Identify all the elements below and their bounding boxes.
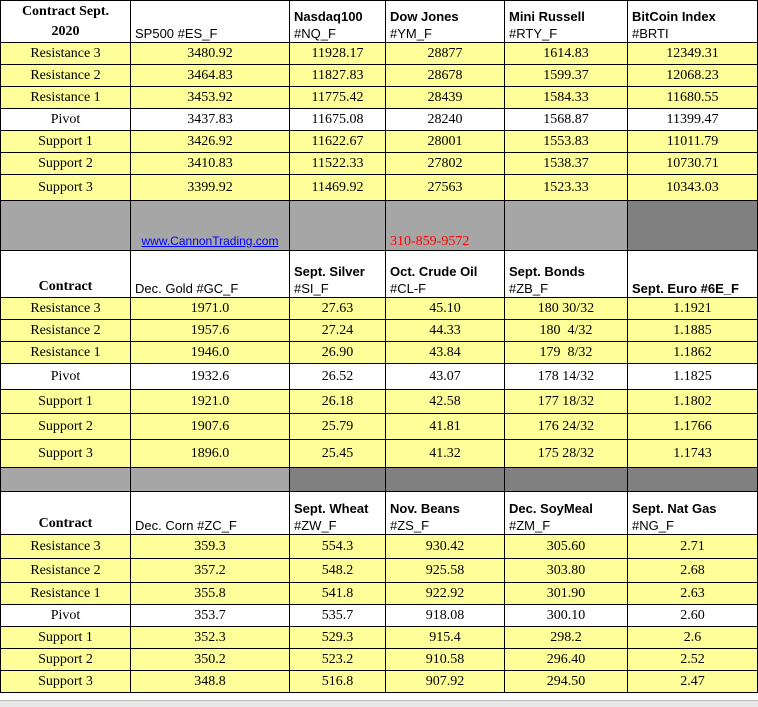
value-cell: 1907.6 <box>131 414 290 440</box>
value-cell: 27802 <box>386 153 505 175</box>
table-row <box>1 175 758 201</box>
value-cell: 918.08 <box>386 605 505 627</box>
value-cell: 1957.6 <box>131 320 290 342</box>
value-cell: 301.90 <box>505 583 628 605</box>
value-cell: 1.1862 <box>628 342 758 364</box>
value-cell: 26.90 <box>290 342 386 364</box>
value-cell: 2.63 <box>628 583 758 605</box>
value-cell: 27.24 <box>290 320 386 342</box>
value-cell: 2.68 <box>628 559 758 583</box>
value-cell: 1568.87 <box>505 109 628 131</box>
value-cell: 2.71 <box>628 535 758 559</box>
value-cell: 907.92 <box>386 671 505 693</box>
table-row <box>1 605 758 627</box>
value-cell: 11928.17 <box>290 43 386 65</box>
value-cell: 1.1766 <box>628 414 758 440</box>
table-row <box>1 390 758 414</box>
sp500-header: SP500 #ES_F <box>131 1 290 43</box>
value-cell: 357.2 <box>131 559 290 583</box>
block2-rows <box>1 298 758 468</box>
value-cell: 180 4/32 <box>505 320 628 342</box>
separator-row <box>1 201 758 251</box>
value-cell: 3437.83 <box>131 109 290 131</box>
value-cell: 26.52 <box>290 364 386 390</box>
value-cell: 348.8 <box>131 671 290 693</box>
value-cell: 541.8 <box>290 583 386 605</box>
row-label: Pivot <box>1 109 131 131</box>
value-cell: 27563 <box>386 175 505 201</box>
value-cell: 548.2 <box>290 559 386 583</box>
value-cell: 27.63 <box>290 298 386 320</box>
row-label: Resistance 1 <box>1 87 131 109</box>
value-cell: 28439 <box>386 87 505 109</box>
table-row <box>1 153 758 175</box>
row-label: Resistance 2 <box>1 559 131 583</box>
value-cell: 28678 <box>386 65 505 87</box>
value-cell: 180 30/32 <box>505 298 628 320</box>
value-cell: 1971.0 <box>131 298 290 320</box>
contract-header: Contract <box>1 251 131 298</box>
value-cell: 554.3 <box>290 535 386 559</box>
row-label: Support 3 <box>1 671 131 693</box>
euro-header: Sept. Euro #6E_F <box>628 251 758 298</box>
value-cell: 42.58 <box>386 390 505 414</box>
value-cell: 176 24/32 <box>505 414 628 440</box>
value-cell: 178 14/32 <box>505 364 628 390</box>
row-label: Support 3 <box>1 175 131 201</box>
value-cell: 11775.42 <box>290 87 386 109</box>
row-label: Pivot <box>1 605 131 627</box>
value-cell: 300.10 <box>505 605 628 627</box>
table-row <box>1 364 758 390</box>
value-cell: 11469.92 <box>290 175 386 201</box>
value-cell: 915.4 <box>386 627 505 649</box>
value-cell: 28240 <box>386 109 505 131</box>
corn-header: Dec. Corn #ZC_F <box>131 492 290 535</box>
gold-header: Dec. Gold #GC_F <box>131 251 290 298</box>
beans-header: Nov. Beans #ZS_F <box>386 492 505 535</box>
value-cell: 45.10 <box>386 298 505 320</box>
value-cell: 2.52 <box>628 649 758 671</box>
value-cell: 2.47 <box>628 671 758 693</box>
table-row <box>1 342 758 364</box>
value-cell: 296.40 <box>505 649 628 671</box>
value-cell: 925.58 <box>386 559 505 583</box>
value-cell: 43.07 <box>386 364 505 390</box>
phone-cell <box>386 201 505 251</box>
table-row <box>1 583 758 605</box>
row-label: Support 2 <box>1 649 131 671</box>
table-row <box>1 627 758 649</box>
bonds-header: Sept. Bonds #ZB_F <box>505 251 628 298</box>
row-label: Resistance 3 <box>1 298 131 320</box>
table-row <box>1 671 758 693</box>
value-cell: 11399.47 <box>628 109 758 131</box>
value-cell: 11675.08 <box>290 109 386 131</box>
silver-header: Sept. Silver #SI_F <box>290 251 386 298</box>
value-cell: 41.32 <box>386 440 505 468</box>
value-cell: 922.92 <box>386 583 505 605</box>
row-label: Support 2 <box>1 153 131 175</box>
wheat-header: Sept. Wheat #ZW_F <box>290 492 386 535</box>
block1-rows <box>1 43 758 201</box>
row-label: Support 2 <box>1 414 131 440</box>
value-cell: 352.3 <box>131 627 290 649</box>
value-cell: 28001 <box>386 131 505 153</box>
value-cell: 305.60 <box>505 535 628 559</box>
value-cell: 1.1825 <box>628 364 758 390</box>
table-row <box>1 535 758 559</box>
value-cell: 11680.55 <box>628 87 758 109</box>
table-row <box>1 320 758 342</box>
table-row <box>1 298 758 320</box>
value-cell: 294.50 <box>505 671 628 693</box>
bitcoin-header: BitCoin Index #BRTI <box>628 1 758 43</box>
value-cell: 350.2 <box>131 649 290 671</box>
table-row <box>1 649 758 671</box>
website-link[interactable]: www.CannonTrading.com <box>141 234 279 248</box>
phone-number: 310-859-9572 <box>390 234 470 249</box>
value-cell: 1.1885 <box>628 320 758 342</box>
value-cell: 1553.83 <box>505 131 628 153</box>
value-cell: 26.18 <box>290 390 386 414</box>
value-cell: 359.3 <box>131 535 290 559</box>
table-row <box>1 414 758 440</box>
value-cell: 930.42 <box>386 535 505 559</box>
value-cell: 516.8 <box>290 671 386 693</box>
value-cell: 179 8/32 <box>505 342 628 364</box>
value-cell: 2.60 <box>628 605 758 627</box>
row-label: Resistance 1 <box>1 342 131 364</box>
table-row <box>1 559 758 583</box>
table-row <box>1 440 758 468</box>
value-cell: 1896.0 <box>131 440 290 468</box>
value-cell: 529.3 <box>290 627 386 649</box>
row-label: Resistance 2 <box>1 65 131 87</box>
value-cell: 2.6 <box>628 627 758 649</box>
value-cell: 44.33 <box>386 320 505 342</box>
value-cell: 1921.0 <box>131 390 290 414</box>
value-cell: 175 28/32 <box>505 440 628 468</box>
row-label: Support 1 <box>1 390 131 414</box>
value-cell: 1599.37 <box>505 65 628 87</box>
value-cell: 1538.37 <box>505 153 628 175</box>
value-cell: 3410.83 <box>131 153 290 175</box>
value-cell: 1523.33 <box>505 175 628 201</box>
value-cell: 523.2 <box>290 649 386 671</box>
value-cell: 28877 <box>386 43 505 65</box>
block3-rows <box>1 535 758 693</box>
table-row <box>1 87 758 109</box>
soymeal-header: Dec. SoyMeal #ZM_F <box>505 492 628 535</box>
value-cell: 12068.23 <box>628 65 758 87</box>
value-cell: 11011.79 <box>628 131 758 153</box>
crude-header: Oct. Crude Oil #CL-F <box>386 251 505 298</box>
row-label: Resistance 1 <box>1 583 131 605</box>
value-cell: 1932.6 <box>131 364 290 390</box>
value-cell: 10730.71 <box>628 153 758 175</box>
value-cell: 1.1743 <box>628 440 758 468</box>
row-label: Support 1 <box>1 131 131 153</box>
value-cell: 3453.92 <box>131 87 290 109</box>
value-cell: 25.45 <box>290 440 386 468</box>
table-row <box>1 109 758 131</box>
value-cell: 3480.92 <box>131 43 290 65</box>
natgas-header: Sept. Nat Gas #NG_F <box>628 492 758 535</box>
row-label: Resistance 2 <box>1 320 131 342</box>
value-cell: 41.81 <box>386 414 505 440</box>
value-cell: 177 18/32 <box>505 390 628 414</box>
row-label: Support 1 <box>1 627 131 649</box>
website-cell <box>131 201 290 251</box>
value-cell: 298.2 <box>505 627 628 649</box>
dow-header: Dow Jones #YM_F <box>386 1 505 43</box>
value-cell: 355.8 <box>131 583 290 605</box>
value-cell: 1.1802 <box>628 390 758 414</box>
contract-header: Contract Sept. 2020 <box>1 1 131 43</box>
nasdaq-header: Nasdaq100 #NQ_F <box>290 1 386 43</box>
value-cell: 3426.92 <box>131 131 290 153</box>
value-cell: 910.58 <box>386 649 505 671</box>
value-cell: 43.84 <box>386 342 505 364</box>
value-cell: 11827.83 <box>290 65 386 87</box>
value-cell: 1.1921 <box>628 298 758 320</box>
value-cell: 1946.0 <box>131 342 290 364</box>
table-row <box>1 43 758 65</box>
value-cell: 303.80 <box>505 559 628 583</box>
value-cell: 353.7 <box>131 605 290 627</box>
row-label: Resistance 3 <box>1 535 131 559</box>
block2-header-row <box>1 251 758 298</box>
value-cell: 25.79 <box>290 414 386 440</box>
row-label: Resistance 3 <box>1 43 131 65</box>
value-cell: 3399.92 <box>131 175 290 201</box>
value-cell: 1614.83 <box>505 43 628 65</box>
row-label: Pivot <box>1 364 131 390</box>
value-cell: 11622.67 <box>290 131 386 153</box>
value-cell: 10343.03 <box>628 175 758 201</box>
value-cell: 12349.31 <box>628 43 758 65</box>
russell-header: Mini Russell #RTY_F <box>505 1 628 43</box>
value-cell: 1584.33 <box>505 87 628 109</box>
block3-header-row <box>1 492 758 535</box>
value-cell: 535.7 <box>290 605 386 627</box>
value-cell: 11522.33 <box>290 153 386 175</box>
row-label: Support 3 <box>1 440 131 468</box>
table-row <box>1 131 758 153</box>
value-cell: 3464.83 <box>131 65 290 87</box>
separator-row <box>1 468 758 492</box>
contract-header: Contract <box>1 492 131 535</box>
table-row <box>1 65 758 87</box>
block1-header-row <box>1 1 758 43</box>
